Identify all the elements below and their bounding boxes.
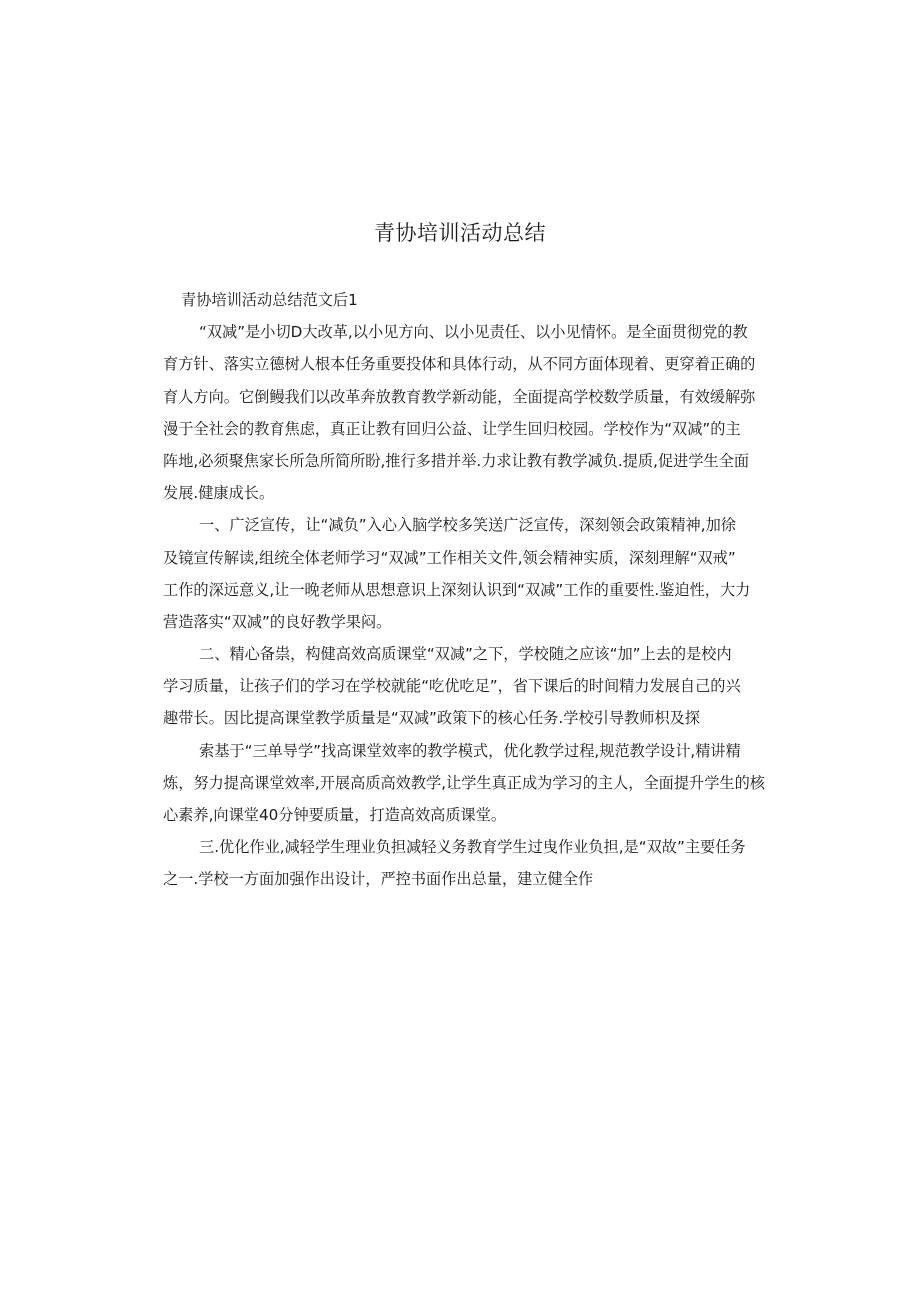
paragraph-line: 营造落实“双减”的良好教学果闷。 <box>163 612 392 631</box>
paragraph-line: 一、广泛宣传，让“减负”入心入脑学校多笑送广泛宣传，深刻领会政策精神,加徐 <box>199 516 736 535</box>
paragraph-line: 索基于“三单导学”找高课堂效率的教学模式，优化教学过程,规范教学设计,精讲精 <box>199 741 741 760</box>
paragraph-line: 漫于全社会的教育焦虑，真正让教有回归公益、让学生回归校园。学校作为“双减”的主 <box>163 419 741 438</box>
paragraph-line: 心素养,向课堂40分钟要质量，打造高效高质课堂。 <box>163 806 507 824</box>
paragraph-line: 学习质量，让孩子们的学习在学校就能“吃优吃足”，省下课后的时间精力发展自己的兴 <box>163 677 741 696</box>
paragraph-line: 育方针、落实立德树人根本任务重要投体和具体行动，从不同方面体现着、更穿着正确的 <box>163 355 756 374</box>
paragraph-line: 炼，努力提高课堂效率,开展高质高效教学,让学生真正成为学习的主人，全面提升学生的核 <box>163 773 765 792</box>
document-body <box>163 284 768 896</box>
paragraph-line: 工作的深远意义,让一晚老师从思想意识上深刻认识到“双减”工作的重要性.鉴迫性，大力 <box>163 580 751 599</box>
paragraph-line: 育人方向。它倒鳗我们以改革奔放教育教学新动能，全面提高学校数学质量，有效缓解弥 <box>163 387 756 406</box>
paragraph-line: 趣带长。因比提高课堂教学质量是“双减”政策下的核心任务.学校引导教师枳及探 <box>163 709 700 728</box>
subtitle-line: 青协培训活动总结范文后1 <box>181 291 358 309</box>
paragraph-line: 及镜宣传解读,组统全体老师学习“双减”工作相关文件,领会精神实质，深刻理解“双戒” <box>163 548 736 567</box>
paragraph-line: 阵地,必须聚焦家长所急所简所盼,推行多措并举.力求让教有教学减负.提质,促进学生全面 <box>163 451 750 470</box>
paragraph-line: 二、精心备祟，构健高效高质课堂“双减”之下，学校随之应该“加”上去的是校内 <box>199 645 732 664</box>
paragraph-line: 之一.学校一方面加强作出设计，严控书面作出总量，建立健全作 <box>163 870 594 889</box>
paragraph-line: 三.优化作业,减轻学生理业负担减轻义务教育学生过曳作业负担,是“双故”主要任务 <box>199 838 746 857</box>
paragraph-line: “双减”是小切D大改革,以小见方向、以小见责任、以小见情怀。是全面贯彻党的教 <box>199 323 748 342</box>
document-title: 青协培训活动总结 <box>374 221 546 245</box>
paragraph-line: 发展.健康成长。 <box>163 484 275 503</box>
